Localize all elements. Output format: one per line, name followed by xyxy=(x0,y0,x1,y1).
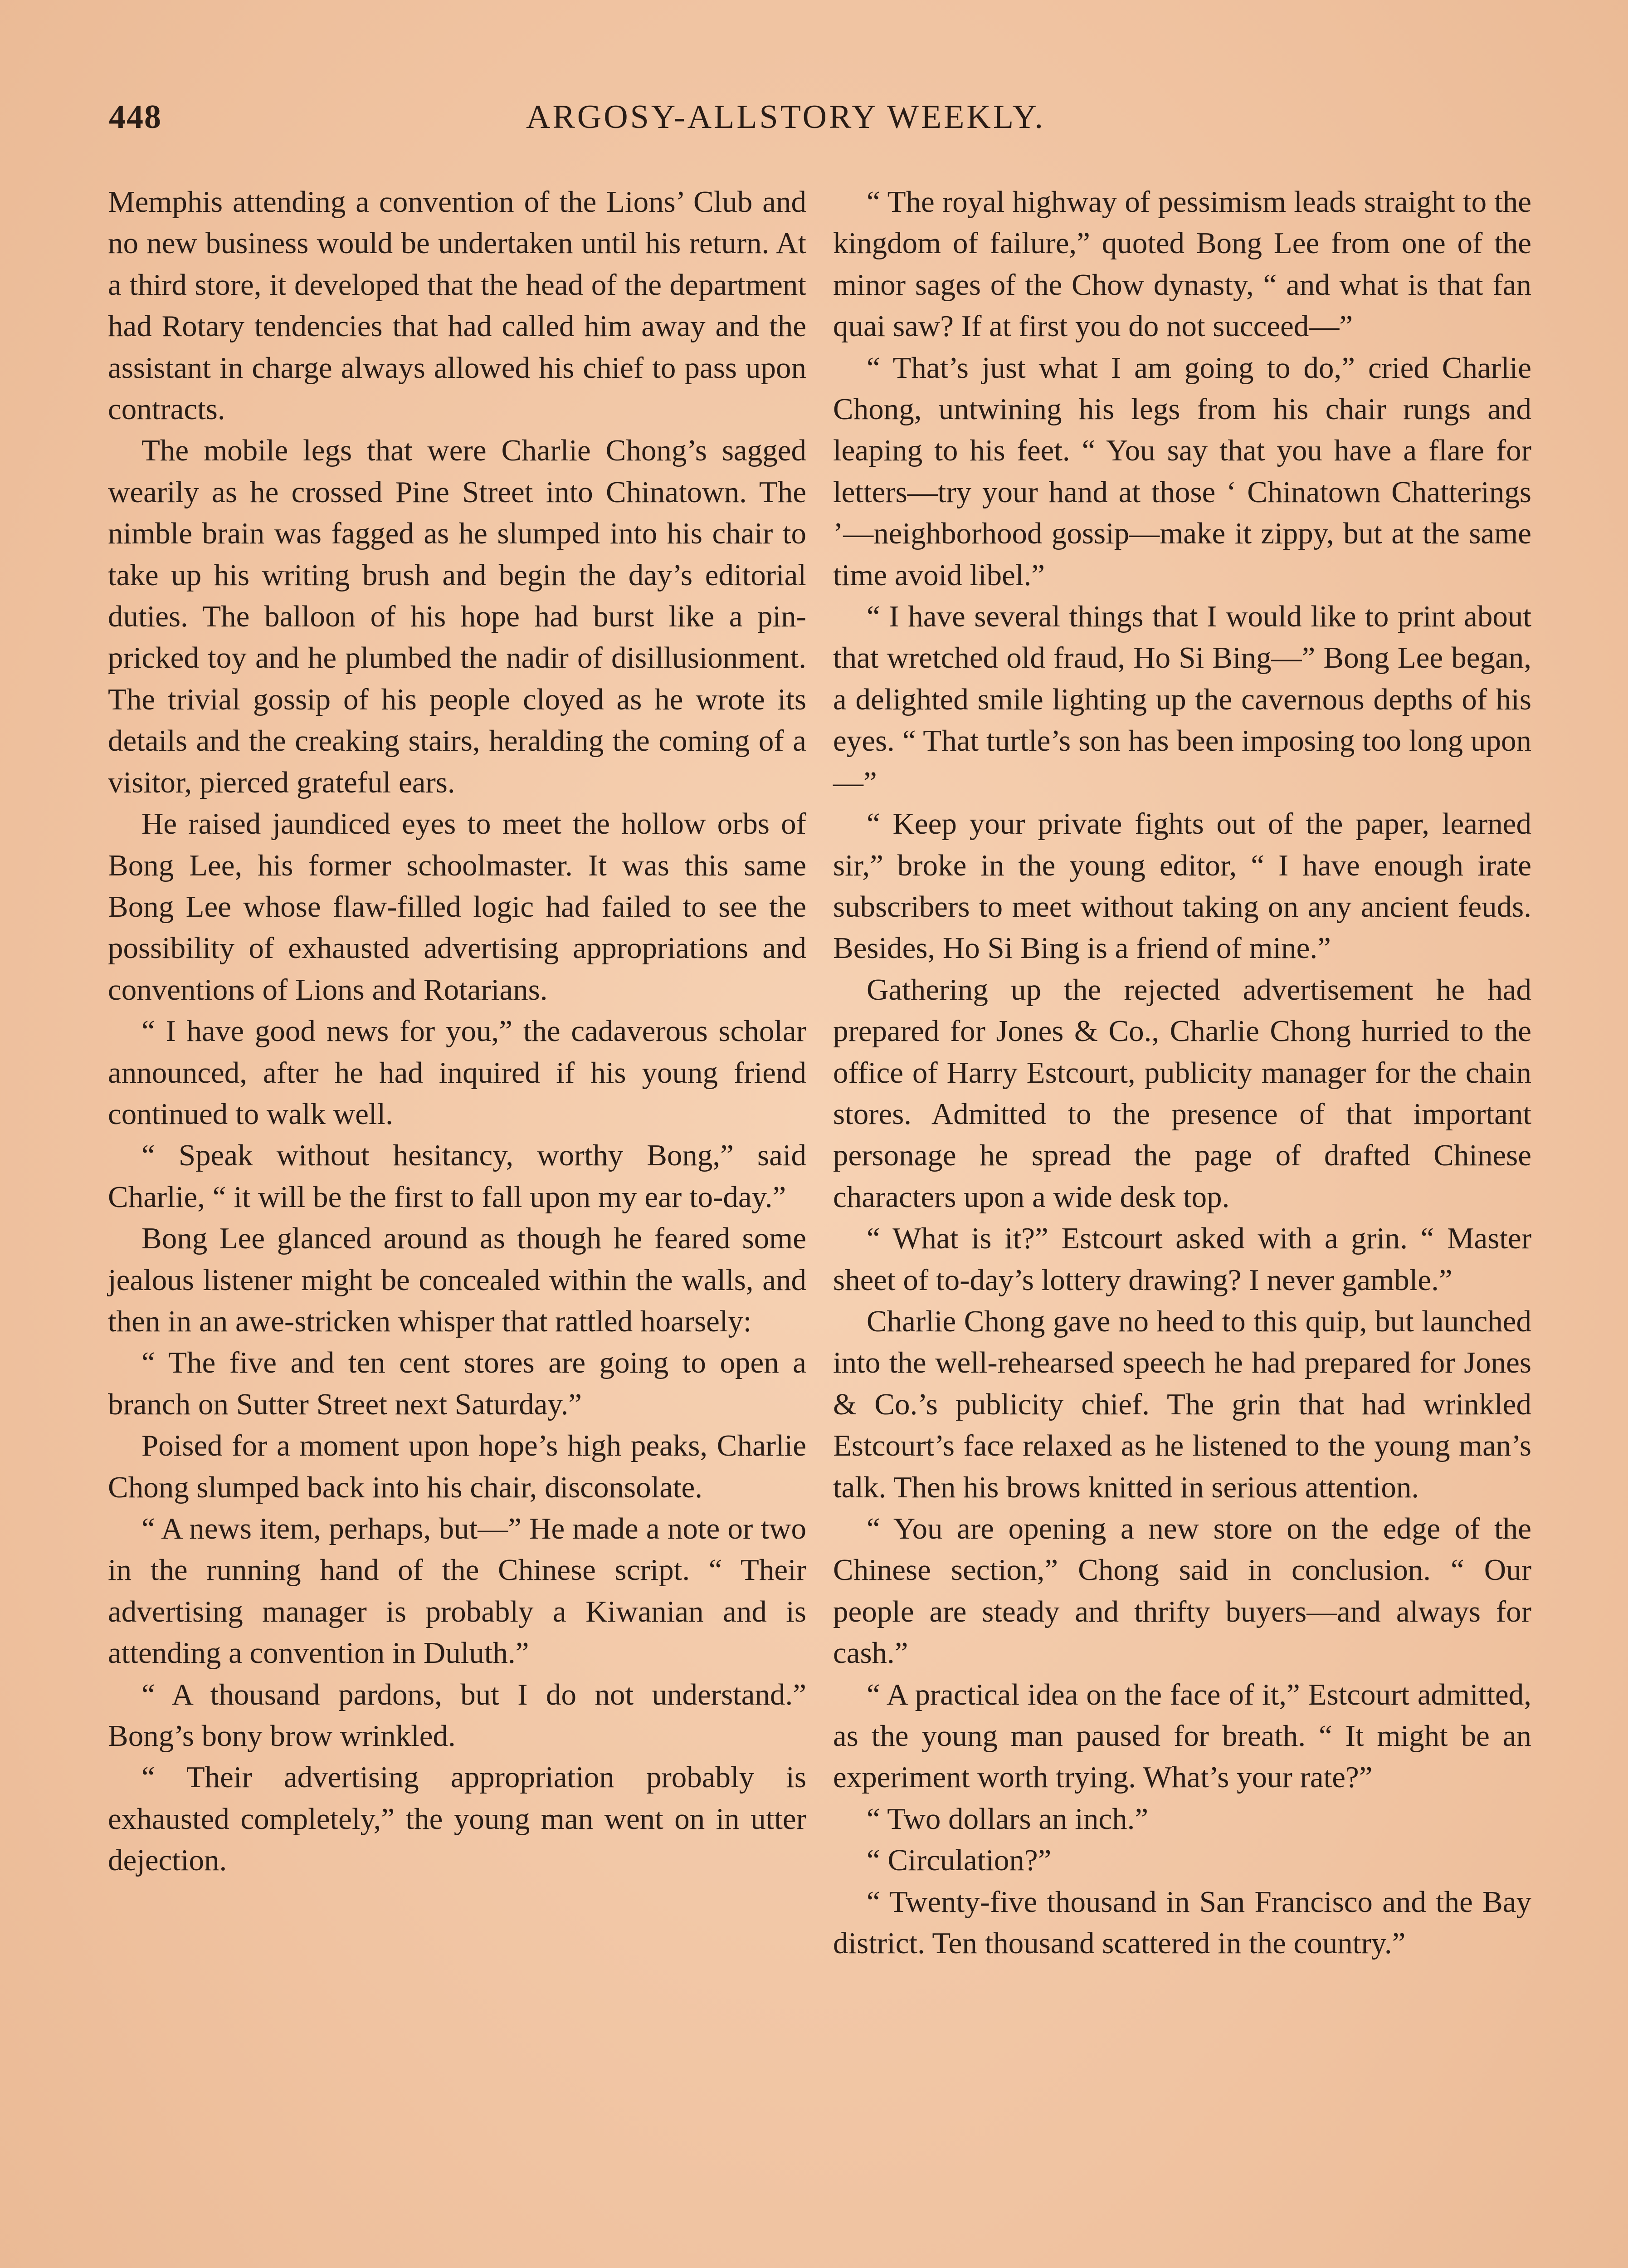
paragraph: “ The five and ten cent stores are going to open a branch on Sutter Street next Saturday.” xyxy=(108,1346,806,1421)
paragraph: “ What is it?” Estcourt asked with a grin. “ Master sheet of to-day’s lottery drawing? I never gamble.” xyxy=(833,1222,1531,1297)
paragraph: “ Keep your private fights out of the paper, learned sir,” broke in the young editor, “ I have enough irate subscribers to meet without taking on any ancient feuds. Besides, Ho Si Bing is a friend of mine.” xyxy=(833,807,1531,965)
paragraph: “ That’s just what I am going to do,” cried Charlie Chong, untwining his legs from his chair rungs and leaping to his feet. “ You say that you have a flare for letters—try your hand at those ‘ Chinatown Chatterings ’—neighborhood gossip—make it zippy, but at the same time avoid libel.” xyxy=(833,351,1531,592)
running-head: ARGOSY-ALLSTORY WEEKLY. xyxy=(526,98,1046,136)
paragraph: “ Two dollars an inch.” xyxy=(867,1802,1149,1836)
paragraph: “ A news item, perhaps, but—” He made a note or two in the running hand of the Chinese script. “ Their advertising manager is probably a Kiwanian and is attending a convention in Duluth.” xyxy=(108,1512,806,1670)
paragraph: Memphis attending a convention of the Lions’ Club and no new business would be undertaken until his return. At a third store, it developed that the head of the department had Rotary tendencies that had called him away and the assistant in charge always allowed his chief to pass upon contracts. xyxy=(108,185,806,426)
paragraph: The mobile legs that were Charlie Chong’s sagged wearily as he crossed Pine Street into Chinatown. The nimble brain was fagged as he slumped into his chair to take up his writing brush and begin the day’s editorial duties. The balloon of his hope had burst like a pin-pricked toy and he plumbed the nadir of disillusionment. The trivial gossip of his people cloyed as he wrote its details and the creaking stairs, heralding the coming of a visitor, pierced grateful ears. xyxy=(108,434,806,799)
paragraph: “ Speak without hesitancy, worthy Bong,” said Charlie, “ it will be the first to fall upon my ear to-day.” xyxy=(108,1139,806,1214)
paragraph: Gathering up the rejected advertisement he had prepared for Jones & Co., Charlie Chong hurried to the office of Harry Estcourt, publicity manager for the chain stores. Admitted to the presence of that important personage he spread the page of drafted Chinese characters upon a wide desk top. xyxy=(833,973,1531,1214)
paragraph: “ I have good news for you,” the cadaverous scholar announced, after he had inquired if his young friend continued to walk well. xyxy=(108,1014,806,1131)
paragraph: “ A practical idea on the face of it,” Estcourt admitted, as the young man paused for breath. “ It might be an experiment worth trying. What’s your rate?” xyxy=(833,1677,1531,1794)
paragraph: “ The royal highway of pessimism leads straight to the kingdom of failure,” quoted Bong Lee from one of the minor sages of the Chow dynasty, “ and what is that fan quai saw? If at first you do not succeed—” xyxy=(833,185,1531,343)
paragraph: Poised for a moment upon hope’s high peaks, Charlie Chong slumped back into his chair, disconsolate. xyxy=(108,1429,806,1504)
paragraph: “ You are opening a new store on the edge of the Chinese section,” Chong said in conclusion. “ Our people are steady and thrifty buyers—and always for cash.” xyxy=(833,1512,1531,1670)
left-column xyxy=(108,181,806,1882)
paragraph: He raised jaundiced eyes to meet the hollow orbs of Bong Lee, his former schoolmaster. It was this same Bong Lee whose flaw-filled logic had failed to see the possibility of exhausted advertising appropriations and conventions of Lions and Rotarians. xyxy=(108,807,806,1007)
paragraph: Charlie Chong gave no heed to this quip, but launched into the well-rehearsed speech he had prepared for Jones & Co.’s publicity chief. The grin that had wrinkled Estcourt’s face relaxed as he listened to the young man’s talk. Then his brows knitted in serious attention. xyxy=(833,1304,1531,1504)
paragraph: “ Twenty-five thousand in San Francisco and the Bay district. Ten thousand scattered in the country.” xyxy=(833,1885,1531,1960)
right-column xyxy=(833,181,1531,1964)
paragraph: Bong Lee glanced around as though he feared some jealous listener might be concealed within the walls, and then in an awe-stricken whisper that rattled hoarsely: xyxy=(108,1222,806,1338)
page-header xyxy=(109,98,1533,152)
paragraph: “ Their advertising appropriation probably is exhausted completely,” the young man went on in utter dejection. xyxy=(108,1760,806,1877)
paragraph: “ I have several things that I would like to print about that wretched old fraud, Ho Si Bing—” Bong Lee began, a delighted smile lighting up the cavernous depths of his eyes. “ That turtle’s son has been imposing too long upon—” xyxy=(833,600,1531,799)
paragraph: “ Circulation?” xyxy=(867,1843,1052,1877)
paragraph: “ A thousand pardons, but I do not understand.” Bong’s bony brow wrinkled. xyxy=(108,1677,806,1753)
page-number: 448 xyxy=(109,98,162,136)
